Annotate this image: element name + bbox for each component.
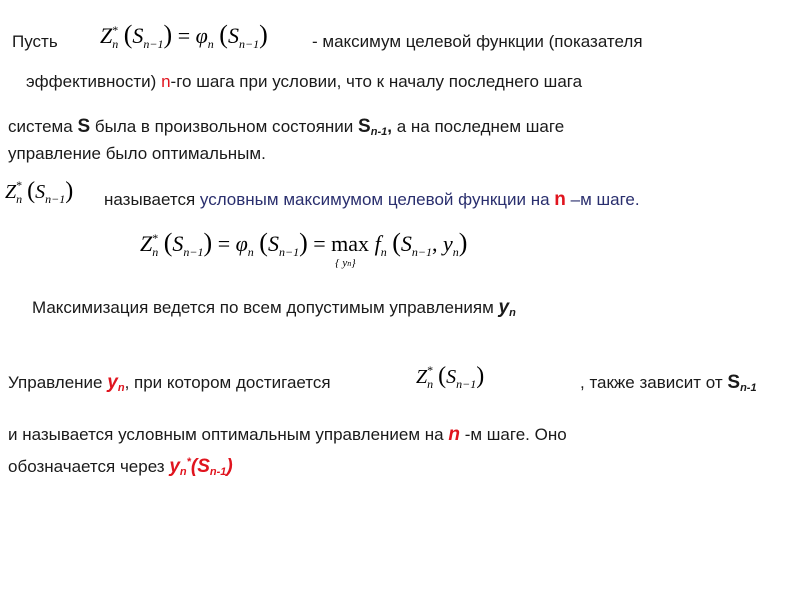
text-also-depends: , также зависит от $S_{n-1}$ bbox=[580, 372, 757, 394]
formula-z-inline: $Z^*_n$ $(S_{n-1})$ bbox=[416, 363, 485, 391]
text-maximization-over-controls: Максимизация ведется по всем допустимым управлениям $y_n$ bbox=[32, 297, 516, 319]
text-denoted-by: обозначается через $y_n^*(S_{n-1})$ bbox=[8, 456, 233, 478]
text-optimal-control: управление было оптимальным. bbox=[8, 144, 266, 163]
text-efficiency-line: эффективности) n-го шага при условии, что к началу последнего шага bbox=[26, 72, 583, 91]
text-system-state-line: система S была в произвольном состоянии $S_{n-1}$, а на последнем шаге bbox=[8, 116, 565, 138]
notation-optimal-control: $y_n^*(S_{n-1})$ bbox=[169, 456, 233, 478]
text-maximum-target-function: - максимум целевой функции (показателя bbox=[312, 32, 643, 51]
text-control-achieving: Управление $y_n$, при котором достигается bbox=[8, 372, 331, 394]
formula-z-equals-phi: $Z^*_n$ $(S_{n-1}) = \varphi_n$ $(S_{n-1})$ bbox=[100, 20, 268, 51]
text-called-conditional-max: называется условным максимумом целевой функции на n –м шаге. bbox=[104, 189, 640, 210]
text-let: Пусть bbox=[12, 32, 58, 51]
formula-bellman-max: $Z^*_n$ $(S_{n-1}) = \varphi_n$ $(S_{n-1}) = \max$ { yn} $f_n$ ($S_{n-1}$, $y_n$) bbox=[140, 228, 468, 269]
formula-z-conditional-max: $Z^*_n$ $(S_{n-1})$ bbox=[5, 178, 74, 206]
text-conditional-optimal-control: и называется условным оптимальным управлением на n -м шаге. Оно bbox=[8, 424, 567, 445]
formula-max-subscript: { yn} bbox=[335, 257, 356, 269]
